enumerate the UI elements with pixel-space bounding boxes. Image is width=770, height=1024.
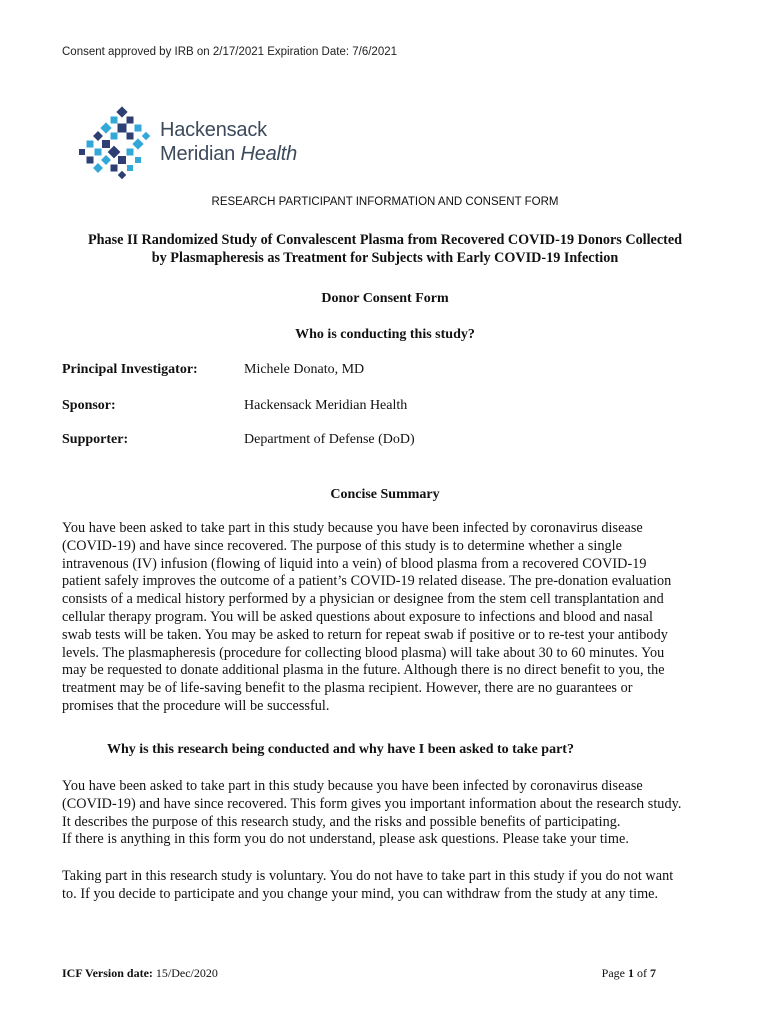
study-title — [40, 231, 730, 267]
logo-square — [135, 157, 141, 163]
why-line: (COVID-19) and have since recovered. This form gives you important information about the research study. — [62, 795, 682, 812]
supporter-label: Supporter: — [62, 432, 129, 447]
logo-square — [111, 133, 118, 140]
page-word: Page — [601, 966, 625, 980]
page-total: 7 — [650, 966, 656, 980]
supporter-value: Department of Defense (DoD) — [244, 432, 415, 447]
icf-version-label: ICF Version date: — [62, 966, 153, 980]
logo-square — [142, 132, 150, 140]
logo-square — [127, 149, 134, 156]
logo-square — [132, 138, 143, 149]
logo-square — [118, 156, 126, 164]
logo-line-2 — [160, 142, 297, 166]
summary-line: (COVID-19) and have since recovered. The purpose of this study is to determine whether a single — [62, 537, 623, 554]
logo-meridian: Meridian — [160, 143, 236, 165]
study-title-line-1: Phase II Randomized Study of Convalescent Plasma from Recovered COVID-19 Donors Collected — [87, 232, 683, 248]
logo-square — [127, 165, 133, 171]
logo-square — [127, 133, 134, 140]
summary-line: consists of a medical history performed by a physician or designee from the stem cell transplantation and — [62, 591, 664, 608]
why-line: You have been asked to take part in this study because you have been infected by coronavirus disease — [62, 778, 643, 794]
summary-line: may be requested to donate additional plasma in the future. Although there is no direct benefit to you, the — [62, 662, 665, 679]
logo-square — [118, 171, 126, 179]
voluntary-line: Taking part in this research study is voluntary. You do not have to take part in this study if you do not want — [62, 868, 674, 884]
logo-square — [118, 124, 127, 133]
who-conducting-heading: Who is conducting this study? — [295, 327, 475, 342]
logo-square — [93, 131, 103, 141]
summary-line: swab tests will be taken. You may be asked to return for repeat swab if positive or to re-test your antibody — [62, 626, 668, 643]
page-number-footer — [602, 966, 656, 981]
logo-square — [101, 155, 111, 165]
logo-line-1: Hackensack — [160, 119, 267, 141]
form-title: RESEARCH PARTICIPANT INFORMATION AND CONSENT FORM — [211, 196, 559, 208]
logo-mark-icon — [76, 106, 152, 180]
why-line: If there is anything in this form you do not understand, please ask questions. Please take your time. — [62, 831, 629, 848]
logo-square — [87, 141, 94, 148]
logo-square — [79, 149, 85, 155]
why-paragraph — [62, 778, 710, 849]
summary-line: levels. The plasmapheresis (procedure for collecting blood plasma) will take about 30 to 60 minutes. You — [62, 644, 665, 661]
donor-consent-heading: Donor Consent Form — [321, 291, 449, 306]
study-title-line-2: by Plasmapheresis as Treatment for Subjects with Early COVID-19 Infection — [151, 250, 619, 266]
summary-line: treatment may be of life-saving benefit to the plasma recipient. However, there are no guarantees or — [62, 680, 633, 697]
icf-version-date: 15/Dec/2020 — [155, 966, 218, 980]
logo-square — [111, 117, 118, 124]
logo-square — [135, 125, 142, 132]
logo-square — [116, 106, 127, 117]
logo-square — [87, 157, 94, 164]
summary-line: intravenous (IV) infusion (flowing of liquid into a vein) of blood plasma from a recovered COVID-19 — [62, 555, 647, 572]
logo-square — [102, 140, 110, 148]
logo-square — [100, 122, 111, 133]
page-current: 1 — [628, 966, 634, 980]
concise-summary-paragraph — [62, 520, 710, 716]
voluntary-paragraph — [62, 868, 710, 904]
icf-version-footer — [62, 966, 218, 981]
logo-square — [95, 149, 102, 156]
page-of: of — [637, 966, 647, 980]
pi-label: Principal Investigator: — [62, 362, 198, 377]
why-line: It describes the purpose of this research study, and the risks and possible benefits of participating. — [62, 813, 621, 830]
logo-wordmark — [160, 118, 297, 166]
summary-line: cellular therapy program. You will be asked questions about exposure to infections and blood and nasal — [62, 608, 653, 625]
logo-square — [93, 163, 103, 173]
pi-value: Michele Donato, MD — [244, 362, 365, 377]
irb-approval-note: Consent approved by IRB on 2/17/2021 Expiration Date: 7/6/2021 — [62, 46, 398, 58]
hackensack-meridian-logo — [76, 106, 316, 180]
summary-line: You have been asked to take part in this study because you have been infected by coronavirus disease — [62, 520, 643, 536]
logo-health: Health — [240, 143, 298, 165]
why-research-heading: Why is this research being conducted and why have I been asked to take part? — [107, 742, 574, 757]
voluntary-line: to. If you decide to participate and you change your mind, you can withdraw from the study at any time. — [62, 885, 659, 902]
concise-summary-heading: Concise Summary — [330, 487, 440, 502]
sponsor-label: Sponsor: — [62, 398, 116, 413]
sponsor-value: Hackensack Meridian Health — [244, 398, 408, 413]
summary-line: promises that the procedure will be successful. — [62, 697, 330, 714]
logo-square — [127, 117, 134, 124]
summary-line: patient safely improves the outcome of a patient’s COVID-19 related disease. The pre-donation evaluation — [62, 573, 672, 590]
logo-square — [111, 165, 118, 172]
